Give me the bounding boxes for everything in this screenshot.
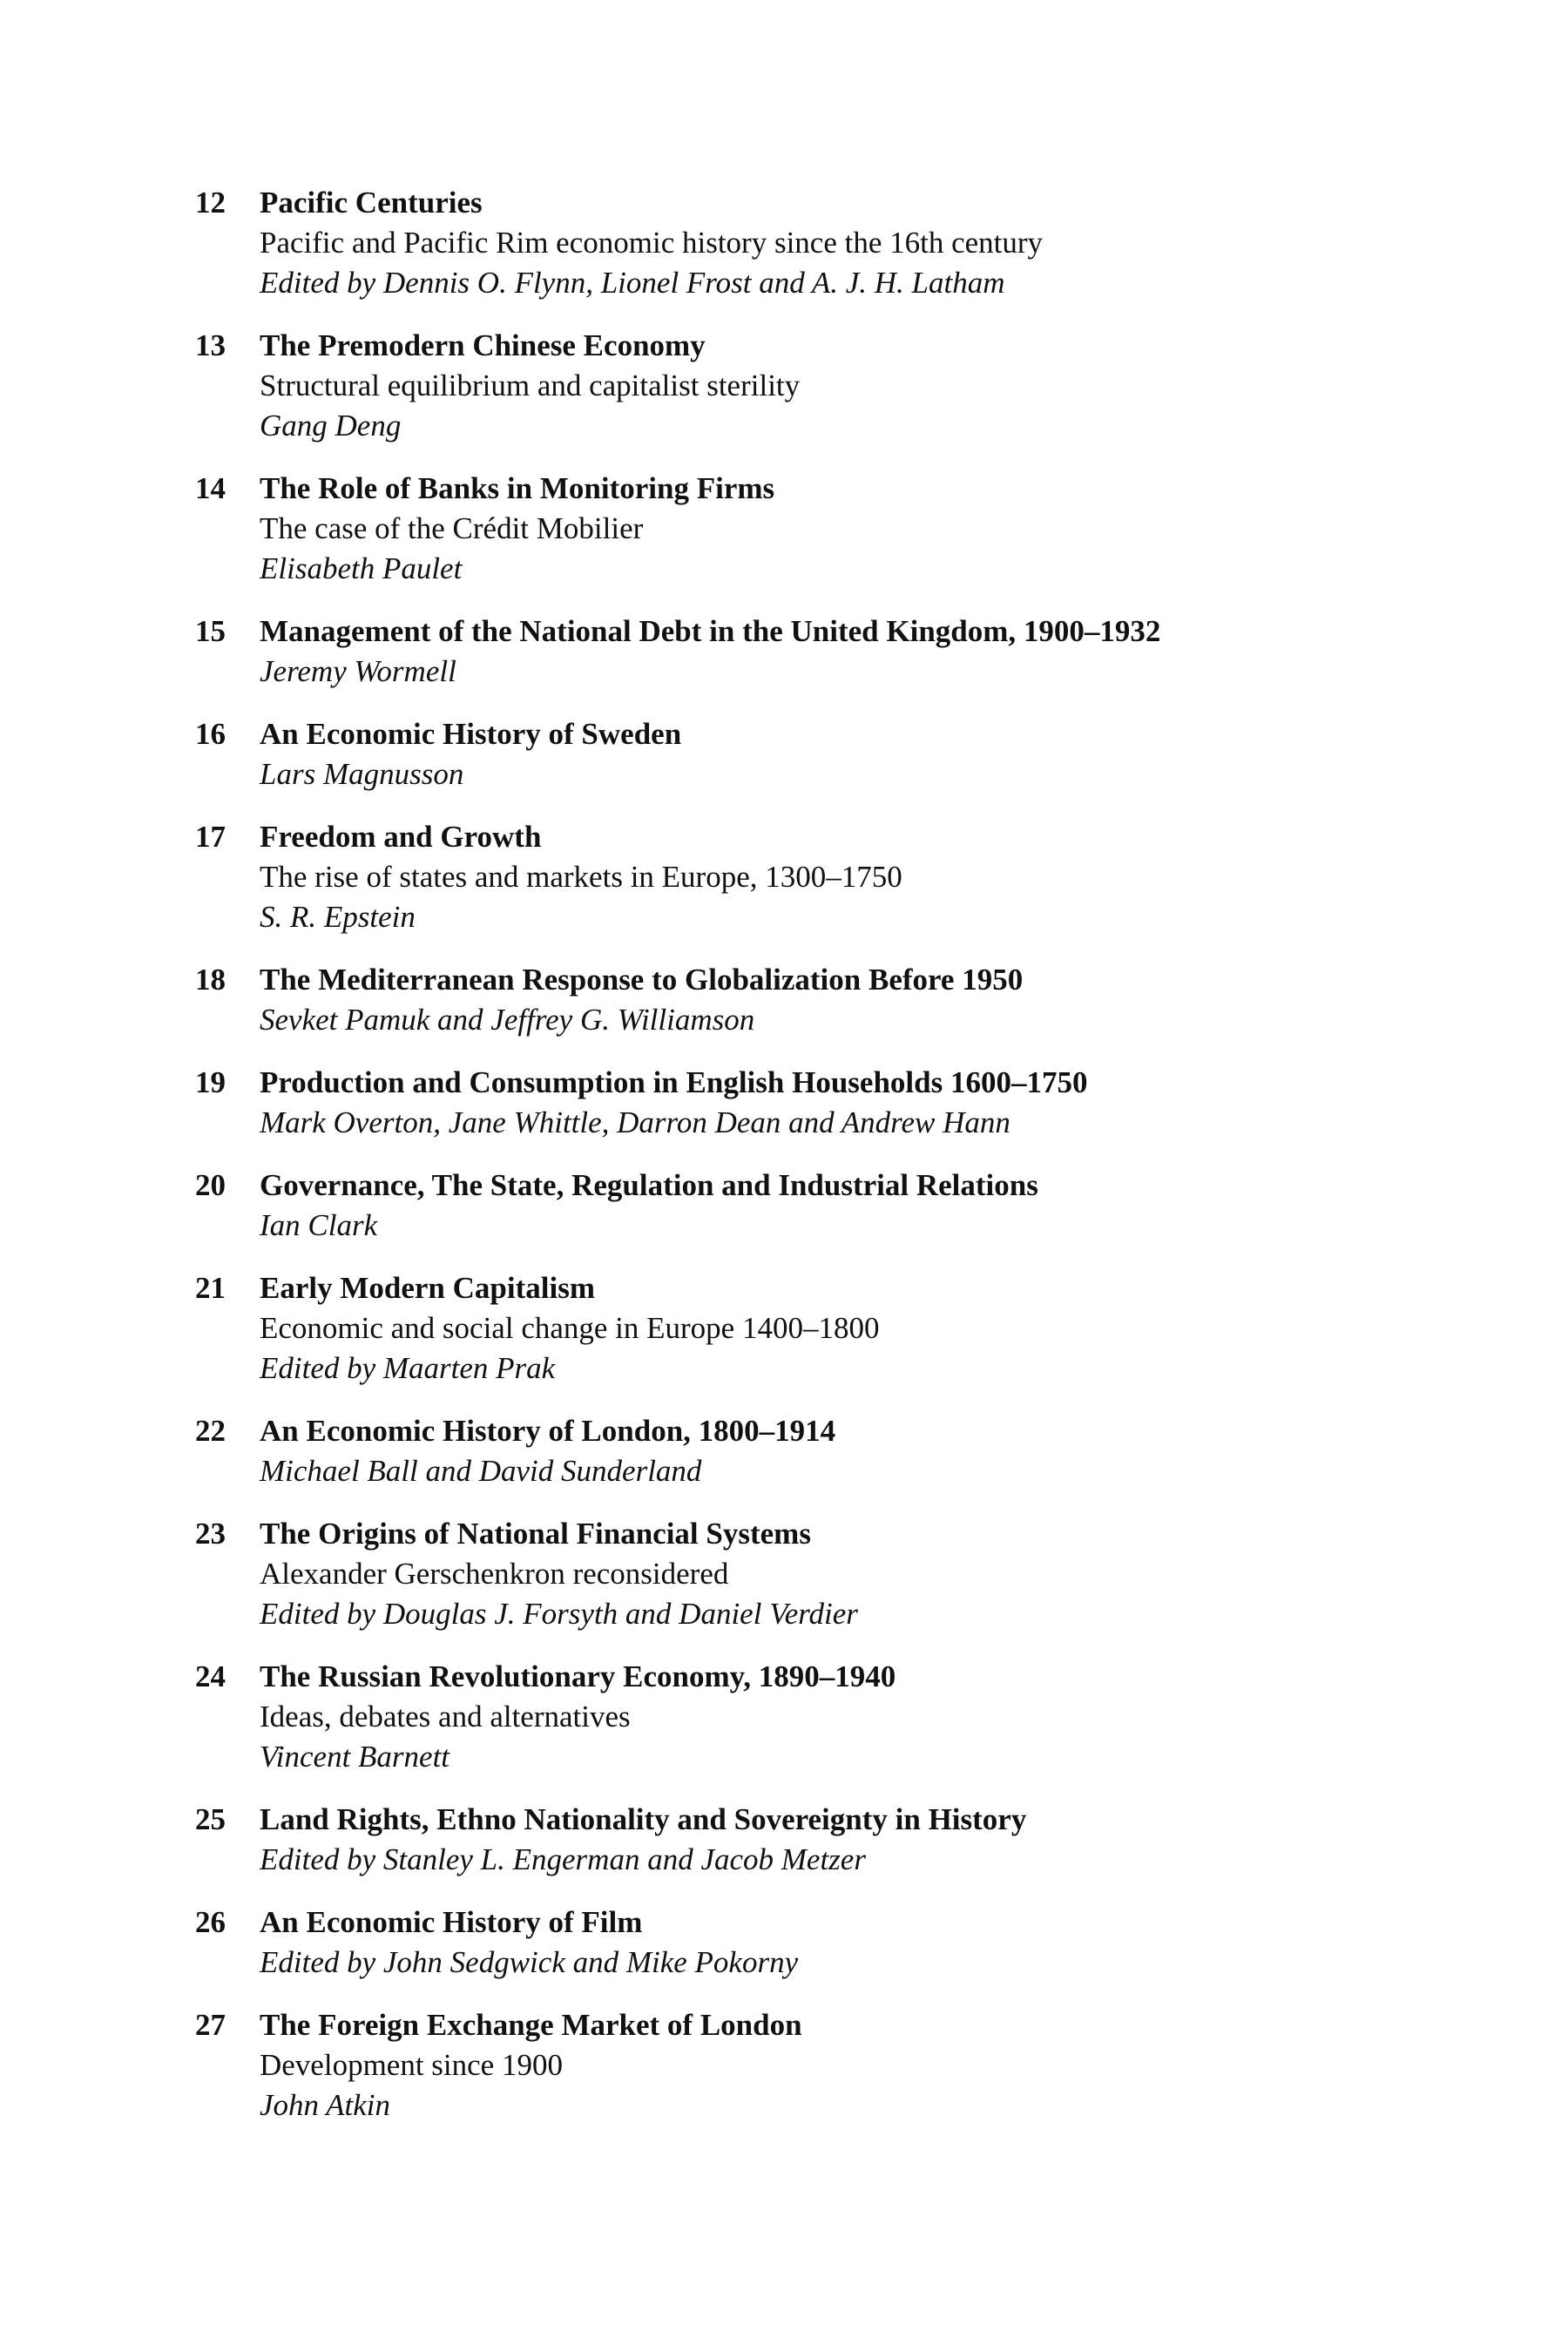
- series-entry: [195, 1063, 1458, 1143]
- entry-body: [260, 469, 1458, 589]
- series-entry: [195, 960, 1458, 1040]
- entry-number: 27: [195, 2008, 226, 2042]
- entry-body: [260, 1411, 1458, 1491]
- entry-title: The Origins of National Financial Systems: [260, 1517, 811, 1551]
- series-entry: [195, 1903, 1458, 1983]
- entry-title: Management of the National Debt in the United Kingdom, 1900–1932: [260, 614, 1161, 648]
- series-entry: [195, 326, 1458, 446]
- entry-author: Vincent Barnett: [260, 1740, 450, 1774]
- entry-author: Mark Overton, Jane Whittle, Darron Dean and Andrew Hann: [260, 1105, 1010, 1139]
- entry-number: 19: [195, 1065, 226, 1099]
- entry-author: Edited by John Sedgwick and Mike Pokorny: [260, 1945, 799, 1979]
- entry-number: 17: [195, 820, 226, 854]
- entry-title: Governance, The State, Regulation and Industrial Relations: [260, 1168, 1038, 1202]
- entry-author: John Atkin: [260, 2088, 391, 2122]
- series-entry: [195, 1800, 1458, 1880]
- entry-subtitle: The rise of states and markets in Europe, 1300–1750: [260, 860, 902, 894]
- entry-title: The Role of Banks in Monitoring Firms: [260, 471, 775, 505]
- entry-number: 16: [195, 717, 226, 751]
- series-list: [195, 183, 1458, 2148]
- entry-title: Freedom and Growth: [260, 820, 542, 854]
- series-entry: [195, 612, 1458, 692]
- entry-number: 21: [195, 1271, 226, 1305]
- entry-title: Pacific Centuries: [260, 186, 483, 220]
- series-entry: [195, 1268, 1458, 1389]
- entry-subtitle: Economic and social change in Europe 1400–1800: [260, 1311, 880, 1345]
- entry-subtitle: Development since 1900: [260, 2048, 563, 2082]
- entry-number: 13: [195, 328, 226, 362]
- entry-number: 12: [195, 186, 226, 220]
- entry-subtitle: Pacific and Pacific Rim economic history since the 16th century: [260, 226, 1044, 260]
- entry-subtitle: Alexander Gerschenkron reconsidered: [260, 1557, 729, 1591]
- entry-title: Early Modern Capitalism: [260, 1271, 595, 1305]
- entry-author: Michael Ball and David Sunderland: [260, 1454, 702, 1488]
- entry-title: Production and Consumption in English Households 1600–1750: [260, 1065, 1088, 1099]
- entry-author: Jeremy Wormell: [260, 654, 456, 688]
- entry-body: [260, 1063, 1458, 1143]
- entry-body: [260, 1268, 1458, 1389]
- series-entry: [195, 1166, 1458, 1246]
- entry-number: 18: [195, 963, 226, 997]
- entry-title: An Economic History of Film: [260, 1905, 643, 1939]
- entry-author: Edited by Maarten Prak: [260, 1351, 556, 1385]
- series-entry: [195, 2005, 1458, 2126]
- entry-body: [260, 326, 1458, 446]
- entry-body: [260, 1514, 1458, 1634]
- series-entry: [195, 1514, 1458, 1634]
- entry-subtitle: Ideas, debates and alternatives: [260, 1700, 631, 1734]
- entry-author: S. R. Epstein: [260, 900, 416, 934]
- entry-body: [260, 612, 1458, 692]
- entry-body: [260, 817, 1458, 937]
- series-entry: [195, 1657, 1458, 1777]
- entry-author: Edited by Douglas J. Forsyth and Daniel Verdier: [260, 1597, 858, 1631]
- entry-title: The Premodern Chinese Economy: [260, 328, 706, 362]
- entry-author: Ian Clark: [260, 1208, 378, 1242]
- entry-subtitle: The case of the Crédit Mobilier: [260, 511, 644, 545]
- entry-body: [260, 960, 1458, 1040]
- entry-number: 14: [195, 471, 226, 505]
- entry-body: [260, 183, 1458, 303]
- entry-author: Sevket Pamuk and Jeffrey G. Williamson: [260, 1003, 755, 1037]
- entry-number: 24: [195, 1659, 226, 1693]
- entry-author: Gang Deng: [260, 409, 402, 443]
- series-entry: [195, 714, 1458, 794]
- entry-title: Land Rights, Ethno Nationality and Sovereignty in History: [260, 1802, 1027, 1836]
- series-entry: [195, 1411, 1458, 1491]
- entry-author: Edited by Stanley L. Engerman and Jacob Metzer: [260, 1842, 866, 1876]
- entry-body: [260, 1166, 1458, 1246]
- entry-title: The Mediterranean Response to Globalization Before 1950: [260, 963, 1024, 997]
- entry-number: 23: [195, 1517, 226, 1551]
- entry-title: An Economic History of Sweden: [260, 717, 682, 751]
- entry-title: The Foreign Exchange Market of London: [260, 2008, 802, 2042]
- entry-number: 26: [195, 1905, 226, 1939]
- entry-body: [260, 2005, 1458, 2126]
- entry-number: 25: [195, 1802, 226, 1836]
- entry-body: [260, 1903, 1458, 1983]
- entry-body: [260, 714, 1458, 794]
- entry-subtitle: Structural equilibrium and capitalist sterility: [260, 368, 801, 402]
- series-entry: [195, 817, 1458, 937]
- entry-author: Edited by Dennis O. Flynn, Lionel Frost and A. J. H. Latham: [260, 266, 1005, 300]
- entry-number: 20: [195, 1168, 226, 1202]
- series-entry: [195, 469, 1458, 589]
- entry-author: Elisabeth Paulet: [260, 551, 463, 585]
- entry-title: The Russian Revolutionary Economy, 1890–1940: [260, 1659, 896, 1693]
- entry-title: An Economic History of London, 1800–1914: [260, 1414, 836, 1448]
- entry-number: 15: [195, 614, 226, 648]
- entry-body: [260, 1657, 1458, 1777]
- entry-author: Lars Magnusson: [260, 757, 464, 791]
- series-entry: [195, 183, 1458, 303]
- entry-number: 22: [195, 1414, 226, 1448]
- entry-body: [260, 1800, 1458, 1880]
